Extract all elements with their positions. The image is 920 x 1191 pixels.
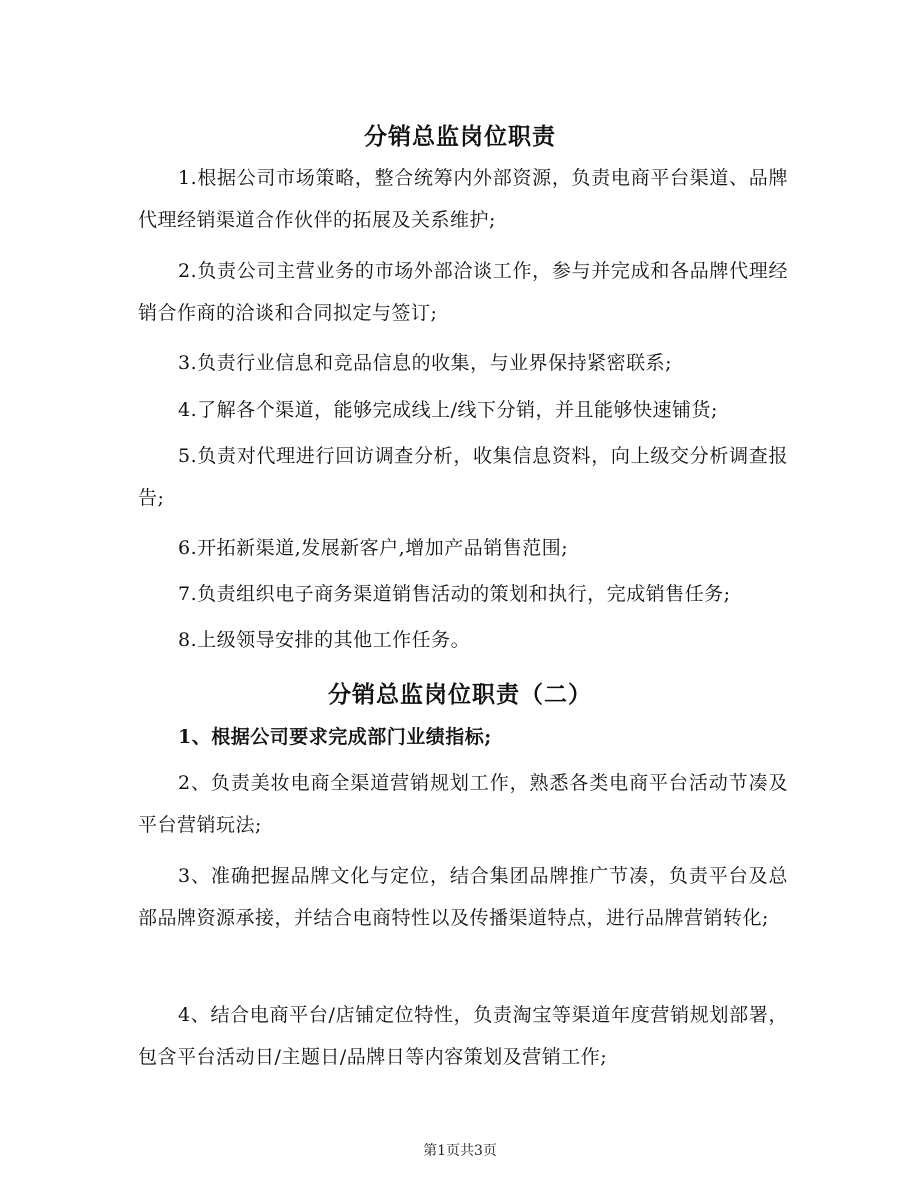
section-1-item-2: 2.负责公司主营业务的市场外部洽谈工作，参与并完成和各品牌代理经销合作商的洽谈和合同拟定与签订; bbox=[138, 260, 788, 324]
section-2-item-3: 3、准确把握品牌文化与定位，结合集团品牌推广节凑，负责平台及总部品牌资源承接，并结合电商特性以及传播渠道特点，进行品牌营销转化; bbox=[138, 865, 788, 929]
section-2-item-4: 4、结合电商平台/店铺定位特性，负责淘宝等渠道年度营销规划部署，包含平台活动日/主题日/品牌日等内容策划及营销工作; bbox=[138, 1004, 788, 1068]
section-1-item-7: 7.负责组织电子商务渠道销售活动的策划和执行，完成销售任务; bbox=[178, 583, 731, 605]
section-1-item-5: 5.负责对代理进行回访调查分析，收集信息资料，向上级交分析调查报告; bbox=[138, 445, 788, 509]
section-2-item-1: 1、根据公司要求完成部门业绩指标; bbox=[178, 726, 492, 748]
section-2-title: 分销总监岗位职责（二） bbox=[328, 681, 592, 708]
section-2-item-2: 2、负责美妆电商全渠道营销规划工作，熟悉各类电商平台活动节凑及平台营销玩法; bbox=[138, 772, 788, 836]
section-1-item-8: 8.上级领导安排的其他工作任务。 bbox=[178, 629, 471, 651]
section-1-item-6: 6.开拓新渠道,发展新客户,增加产品销售范围; bbox=[178, 537, 569, 559]
section-1-item-1: 1.根据公司市场策略，整合统筹内外部资源，负责电商平台渠道、品牌代理经销渠道合作伙伴的拓展及关系维护; bbox=[138, 167, 788, 231]
section-1-item-4: 4.了解各个渠道，能够完成线上/线下分销，并且能够快速铺货; bbox=[178, 399, 718, 421]
section-1-item-3: 3.负责行业信息和竞品信息的收集，与业界保持紧密联系; bbox=[178, 352, 673, 374]
section-1-title: 分销总监岗位职责 bbox=[364, 123, 556, 150]
page-indicator: 第1页共3页 bbox=[423, 1143, 497, 1159]
